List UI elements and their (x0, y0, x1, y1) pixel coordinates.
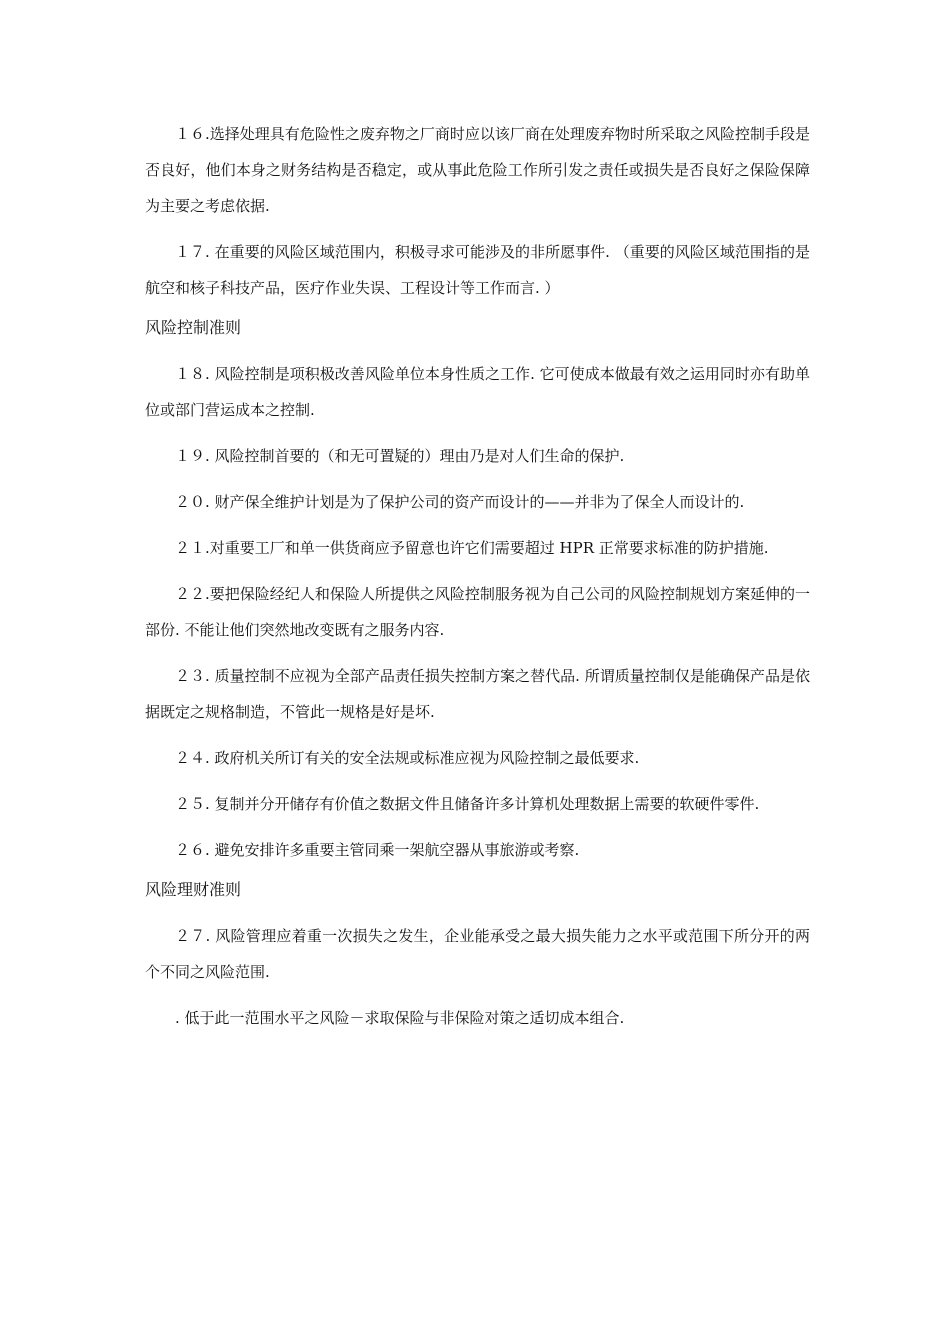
paragraph-18: １８. 风险控制是项积极改善风险单位本身性质之工作. 它可使成本做最有效之运用同时亦有助单位或部门营运成本之控制. (145, 365, 810, 419)
paragraph-23: ２３. 质量控制不应视为全部产品责任损失控制方案之替代品. 所谓质量控制仅是能确保产品是依据既定之规格制造，不管此一规格是好是坏. (145, 667, 810, 721)
paragraph-25: ２５. 复制并分开储存有价值之数据文件且储备许多计算机处理数据上需要的软硬件零件. (175, 795, 760, 813)
paragraph-17: １７. 在重要的风险区域范围内，积极寻求可能涉及的非所愿事件. （重要的风险区域范围指的是航空和核子科技产品，医疗作业失误、工程设计等工作而言. ） (145, 243, 810, 297)
paragraph-21: ２１.对重要工厂和单一供货商应予留意也许它们需要超过 HPR 正常要求标准的防护措施. (175, 539, 769, 557)
paragraph-19: １９. 风险控制首要的（和无可置疑的）理由乃是对人们生命的保护. (175, 447, 625, 465)
paragraph-24: ２４. 政府机关所订有关的安全法规或标准应视为风险控制之最低要求. (175, 749, 640, 767)
section-heading-risk-control: 风险控制准则 (145, 318, 242, 337)
paragraph-27-bullet: . 低于此一范围水平之风险－求取保险与非保险对策之适切成本组合. (175, 1009, 625, 1027)
paragraph-27: ２７. 风险管理应着重一次损失之发生，企业能承受之最大损失能力之水平或范围下所分开的两个不同之风险范围. (145, 927, 810, 981)
paragraph-22: ２２.要把保险经纪人和保险人所提供之风险控制服务视为自己公司的风险控制规划方案延伸的一部份. 不能让他们突然地改变既有之服务内容. (145, 585, 810, 639)
paragraph-26: ２６. 避免安排许多重要主管同乘一架航空器从事旅游或考察. (175, 841, 580, 859)
paragraph-20: ２０. 财产保全维护计划是为了保护公司的资产而设计的——并非为了保全人而设计的. (175, 493, 745, 511)
section-heading-risk-finance: 风险理财准则 (145, 880, 242, 899)
paragraph-16: １６.选择处理具有危险性之废弃物之厂商时应以该厂商在处理废弃物时所采取之风险控制手段是否良好，他们本身之财务结构是否稳定，或从事此危险工作所引发之责任或损失是否良好之保险保障为主要之考虑依据. (145, 125, 810, 215)
document-page (145, 116, 810, 1046)
